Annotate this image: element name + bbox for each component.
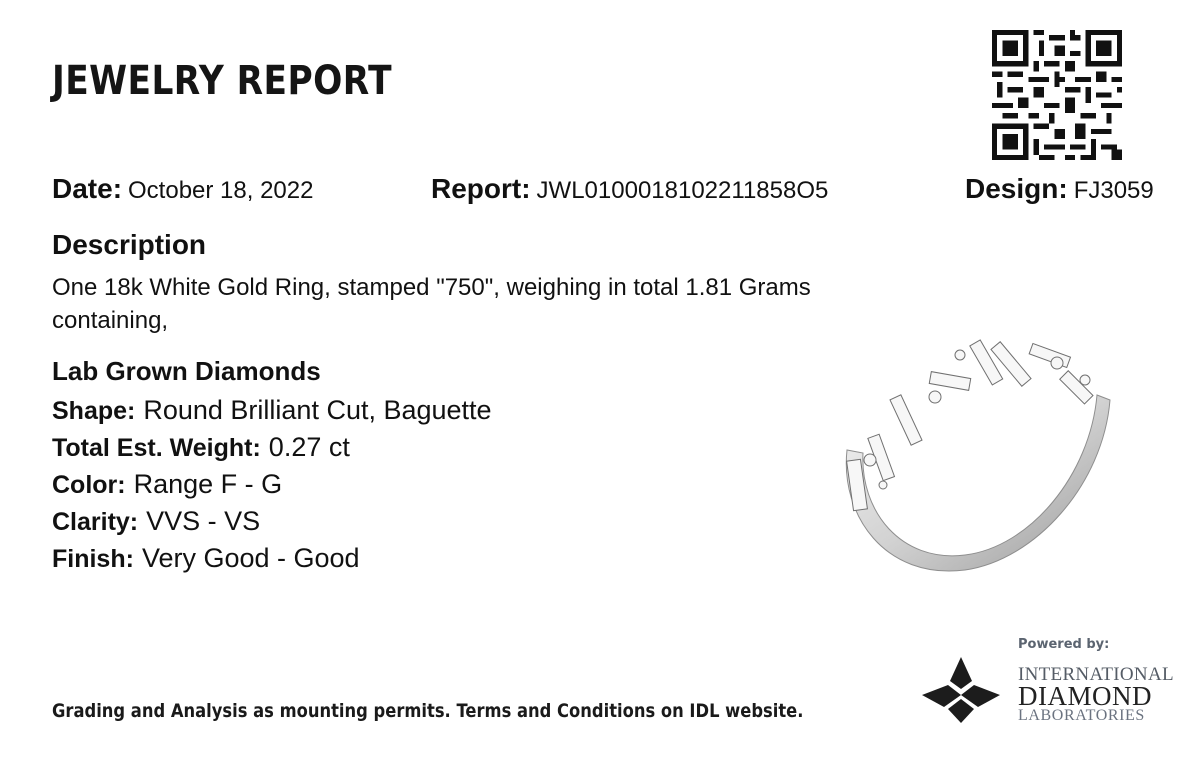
brand-line-1: INTERNATIONAL <box>1018 664 1174 685</box>
diamond-properties <box>52 392 492 577</box>
qr-code <box>992 30 1122 160</box>
shape-label: Shape: <box>52 397 136 425</box>
footer-note: Grading and Analysis as mounting permits. Terms and Conditions on IDL website. <box>52 700 804 722</box>
weight-label: Total Est. Weight: <box>52 434 261 462</box>
clarity-row <box>52 503 492 540</box>
report-number: JWL0100018102211858O5 <box>536 177 829 204</box>
design-field <box>965 173 1154 205</box>
powered-by-label: Powered by: <box>1018 637 1110 652</box>
description-heading: Description <box>52 229 207 260</box>
date-field <box>52 173 313 205</box>
color-row <box>52 466 492 503</box>
report-label: Report: <box>431 173 531 204</box>
date-value: October 18, 2022 <box>128 177 314 204</box>
color-value: Range F - G <box>133 469 283 499</box>
finish-value: Very Good - Good <box>141 543 360 573</box>
date-label: Date: <box>52 173 123 204</box>
brand-line-2: DIAMOND <box>1018 681 1152 711</box>
weight-value: 0.27 ct <box>268 432 350 462</box>
idl-logo-icon <box>920 655 1002 727</box>
shape-value: Round Brilliant Cut, Baguette <box>143 395 492 425</box>
report-field <box>431 173 828 205</box>
clarity-label: Clarity: <box>52 508 139 536</box>
page-title: JEWELRY REPORT <box>52 58 393 104</box>
finish-label: Finish: <box>52 545 134 573</box>
description-text: One 18k White Gold Ring, stamped "750", weighing in total 1.81 Grams containing, <box>52 274 811 334</box>
design-label: Design: <box>965 173 1068 204</box>
color-label: Color: <box>52 471 126 499</box>
clarity-value: VVS - VS <box>146 506 261 536</box>
weight-row <box>52 429 492 466</box>
brand-line-3: LABORATORIES <box>1018 707 1145 724</box>
finish-row <box>52 540 492 577</box>
ring-photo <box>835 325 1125 590</box>
shape-row <box>52 392 492 429</box>
diamonds-heading: Lab Grown Diamonds <box>52 356 321 386</box>
design-value: FJ3059 <box>1073 177 1154 204</box>
